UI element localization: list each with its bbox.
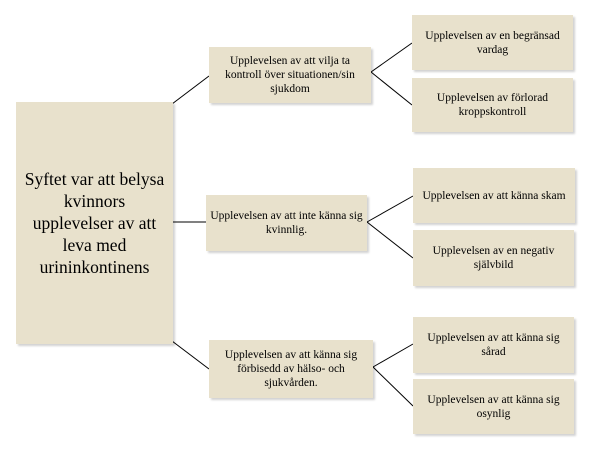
leaf-text-2-1: Upplevelsen av att känna skam	[422, 189, 566, 202]
branch-box-2	[206, 195, 367, 251]
leaf-text-3-1: Upplevelsen av att känna sig sårad	[427, 332, 560, 358]
connector-branch-1-leaf-2	[371, 72, 412, 105]
leaf-text-1-1: Upplevelsen av en begränsad vardag	[425, 29, 560, 56]
connector-branch-1-leaf-1	[371, 43, 412, 72]
connector-branch-2-leaf-2	[367, 222, 413, 258]
root-text: Syftet var att belysa kvinnors upplevelser av att leva med urininkontinens	[24, 169, 165, 277]
leaf-box-3-2	[413, 379, 574, 434]
leaf-box-1-1	[412, 15, 573, 70]
connector-root-branch-3	[172, 341, 209, 369]
leaf-text-2-2: Upplevelsen av en negativ självbild	[432, 245, 555, 271]
connector-root-branch-1	[172, 76, 209, 104]
branch-text-1: Upplevelsen av att vilja ta kontroll över situationen/sin sjukdom	[225, 55, 355, 95]
root-box	[16, 102, 173, 344]
leaf-box-2-2	[413, 230, 574, 286]
leaf-box-2-1	[413, 168, 575, 223]
leaf-text-3-2: Upplevelsen av att känna sig osynlig	[427, 393, 560, 420]
branch-box-1	[209, 47, 371, 103]
branch-text-2: Upplevelsen av att inte känna sig kvinnlig.	[210, 210, 363, 236]
connector-branch-2-leaf-1	[367, 196, 413, 222]
leaf-box-3-1	[413, 317, 574, 373]
leaf-text-1-2: Upplevelsen av förlorad kroppskontroll	[436, 92, 549, 118]
connector-branch-3-leaf-2	[373, 367, 413, 406]
branch-text-3: Upplevelsen av att känna sig förbisedd av hälso- och sjukvården.	[224, 349, 358, 389]
branch-box-3	[209, 340, 373, 398]
leaf-box-1-2	[412, 78, 573, 132]
connector-branch-3-leaf-1	[373, 344, 413, 367]
